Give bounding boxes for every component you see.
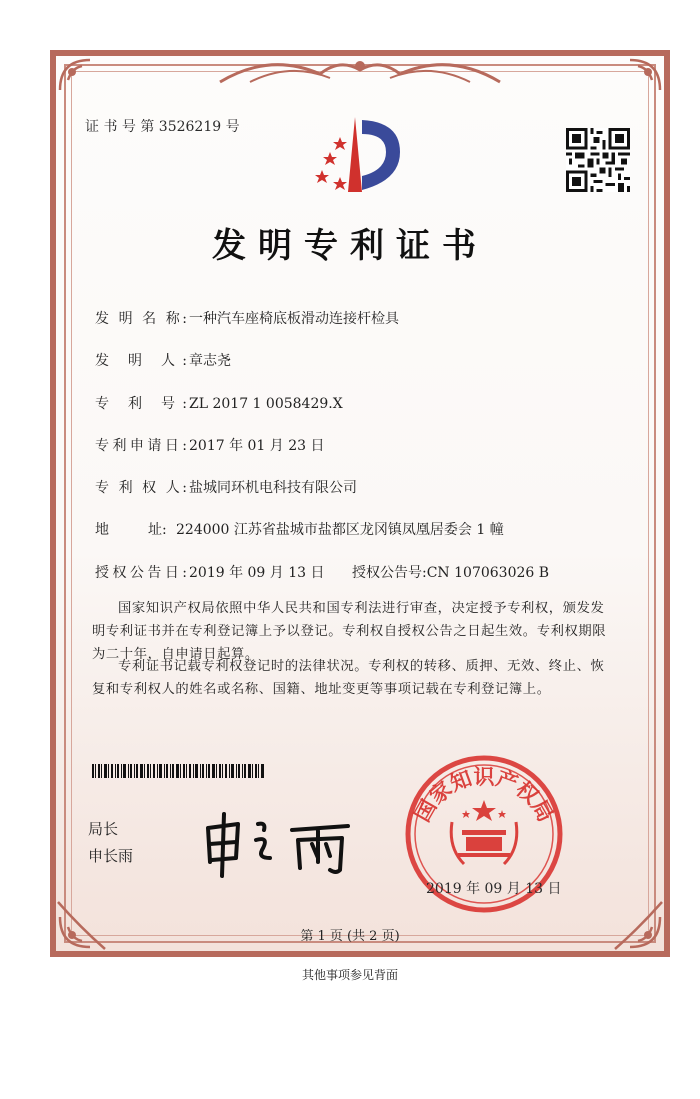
- field-address-value: 224000 江苏省盐城市盐都区龙冈镇凤凰居委会 1 幢: [176, 522, 504, 538]
- svg-text:国家知识产权局: 国家知识产权局: [410, 765, 558, 826]
- field-value: 2019 年 09 月 13 日: [189, 565, 325, 581]
- field-label: 址:: [148, 522, 167, 538]
- field-label: 专利申请日:: [95, 438, 187, 454]
- barcode: [92, 764, 264, 778]
- director-name: 申长雨: [88, 847, 134, 865]
- director-signature: [200, 800, 360, 880]
- body-paragraph: 专利证书记载专利权登记时的法律状况。专利权的转移、质押、无效、终止、恢复和专利权人的姓名或名称、国籍、地址变更等事项记载在专利登记簿上。: [92, 659, 605, 697]
- field-patent-number: [95, 393, 343, 413]
- field-value: 盐城同环机电科技有限公司: [189, 480, 357, 496]
- seal-date: 2019 年 09 月 13 日: [426, 881, 562, 897]
- field-label: 地: [95, 522, 109, 538]
- field-label: 发 明 人:: [95, 353, 187, 369]
- patent-emblem-icon: [300, 112, 410, 197]
- certificate-number: 证 书 号 第 3526219 号: [85, 119, 240, 135]
- field-label: 授权公告号:: [352, 565, 427, 581]
- corner-ornament: [50, 887, 120, 957]
- field-filing-date: [95, 435, 325, 455]
- field-value: 一种汽车座椅底板滑动连接杆检具: [189, 311, 399, 327]
- corner-ornament: [600, 50, 670, 120]
- corner-ornament: [50, 50, 120, 120]
- field-label: 专 利 权 人:: [95, 480, 187, 496]
- field-inventor: [95, 350, 231, 370]
- field-value: 章志尧: [189, 353, 231, 369]
- body-paragraph: 国家知识产权局依照中华人民共和国专利法进行审查，决定授予专利权，颁发发明专利证书并在专利登记簿上予以登记。专利权自授权公告之日起生效。专利权期限为二十年，自申请日起算。: [92, 601, 607, 662]
- corner-ornament: [600, 887, 670, 957]
- field-value: CN 107063026 B: [426, 565, 550, 581]
- field-label: 专 利 号:: [95, 396, 187, 412]
- field-grant-date: [95, 562, 325, 582]
- field-label: 发 明 名 称:: [95, 311, 187, 327]
- qr-code: [566, 128, 630, 192]
- field-invention-name: [95, 308, 399, 328]
- footer-note: 其他事项参见背面: [301, 968, 398, 982]
- top-ornament: [210, 52, 510, 88]
- document-title: 发明专利证书: [212, 226, 488, 266]
- director-title: 局长: [88, 820, 119, 838]
- field-value: 2017 年 01 月 23 日: [189, 438, 325, 454]
- field-value: ZL 2017 1 0058429.X: [189, 396, 343, 412]
- field-patentee: [95, 477, 357, 497]
- field-grant-pub-number: [352, 562, 549, 582]
- field-label: 授权公告日:: [95, 565, 187, 581]
- page-number: 第 1 页 (共 2 页): [300, 929, 400, 944]
